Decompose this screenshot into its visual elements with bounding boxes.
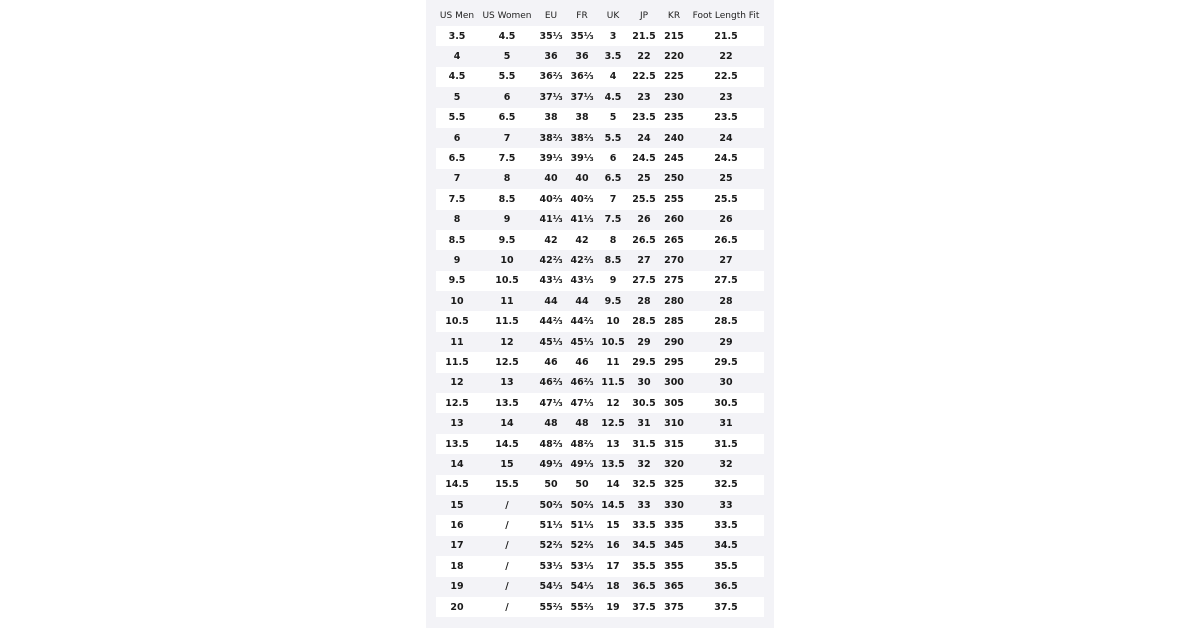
header-fr: FR	[576, 11, 588, 21]
us-men-cell: 9.5	[436, 271, 478, 291]
fr-cell: 55⅔	[566, 597, 598, 617]
foot-length-cell: 23.5	[688, 108, 764, 128]
us-women-cell: /	[478, 556, 536, 576]
eu-cell: 50⅔	[536, 495, 566, 515]
us-men-cell: 14.5	[436, 475, 478, 495]
us-women-cell: 12.5	[478, 352, 536, 372]
us-men-cell: 7	[436, 169, 478, 189]
uk-cell: 17	[598, 556, 628, 576]
size-chart-panel	[426, 0, 774, 628]
us-women-cell: 13	[478, 373, 536, 393]
us-women-cell: 13.5	[478, 393, 536, 413]
us-women-cell: 7.5	[478, 148, 536, 168]
us-men-cell: 8.5	[436, 230, 478, 250]
table-row	[436, 87, 764, 107]
uk-cell: 3.5	[598, 46, 628, 66]
fr-cell: 47⅓	[566, 393, 598, 413]
kr-cell: 365	[660, 577, 688, 597]
fr-cell: 45⅓	[566, 332, 598, 352]
foot-length-cell: 29	[688, 332, 764, 352]
foot-length-cell: 28.5	[688, 311, 764, 331]
uk-cell: 19	[598, 597, 628, 617]
us-women-cell: /	[478, 515, 536, 535]
fr-cell: 36⅔	[566, 67, 598, 87]
fr-cell: 53⅓	[566, 556, 598, 576]
us-men-cell: 20	[436, 597, 478, 617]
fr-cell: 48	[566, 413, 598, 433]
us-women-cell: /	[478, 495, 536, 515]
jp-cell: 27	[628, 250, 660, 270]
us-women-cell: /	[478, 536, 536, 556]
us-women-cell: 5	[478, 46, 536, 66]
fr-cell: 50	[566, 475, 598, 495]
fr-cell: 40	[566, 169, 598, 189]
eu-cell: 45⅓	[536, 332, 566, 352]
eu-cell: 49⅓	[536, 454, 566, 474]
kr-cell: 220	[660, 46, 688, 66]
us-women-cell: 10.5	[478, 271, 536, 291]
jp-cell: 25	[628, 169, 660, 189]
jp-cell: 34.5	[628, 536, 660, 556]
foot-length-cell: 28	[688, 291, 764, 311]
eu-cell: 52⅔	[536, 536, 566, 556]
foot-length-cell: 26	[688, 210, 764, 230]
foot-length-cell: 34.5	[688, 536, 764, 556]
foot-length-cell: 26.5	[688, 230, 764, 250]
eu-cell: 38⅔	[536, 128, 566, 148]
us-women-cell: 9	[478, 210, 536, 230]
kr-cell: 300	[660, 373, 688, 393]
table-row	[436, 230, 764, 250]
jp-cell: 36.5	[628, 577, 660, 597]
fr-cell: 44	[566, 291, 598, 311]
eu-cell: 42	[536, 230, 566, 250]
fr-cell: 43⅓	[566, 271, 598, 291]
kr-cell: 265	[660, 230, 688, 250]
eu-cell: 48	[536, 413, 566, 433]
fr-cell: 38⅔	[566, 128, 598, 148]
us-women-cell: 5.5	[478, 67, 536, 87]
table-row	[436, 495, 764, 515]
eu-cell: 50	[536, 475, 566, 495]
header-us-women: US Women	[482, 11, 532, 21]
jp-cell: 30	[628, 373, 660, 393]
us-men-cell: 19	[436, 577, 478, 597]
kr-cell: 325	[660, 475, 688, 495]
us-men-cell: 16	[436, 515, 478, 535]
foot-length-cell: 24.5	[688, 148, 764, 168]
eu-cell: 41⅓	[536, 210, 566, 230]
fr-cell: 37⅓	[566, 87, 598, 107]
eu-cell: 40⅔	[536, 189, 566, 209]
kr-cell: 280	[660, 291, 688, 311]
foot-length-cell: 27.5	[688, 271, 764, 291]
jp-cell: 24.5	[628, 148, 660, 168]
jp-cell: 23.5	[628, 108, 660, 128]
kr-cell: 330	[660, 495, 688, 515]
kr-cell: 270	[660, 250, 688, 270]
eu-cell: 40	[536, 169, 566, 189]
fr-cell: 38	[566, 108, 598, 128]
eu-cell: 35⅓	[536, 26, 566, 46]
fr-cell: 40⅔	[566, 189, 598, 209]
us-men-cell: 18	[436, 556, 478, 576]
table-row	[436, 108, 764, 128]
eu-cell: 44	[536, 291, 566, 311]
kr-cell: 225	[660, 67, 688, 87]
us-women-cell: 12	[478, 332, 536, 352]
table-row	[436, 413, 764, 433]
eu-cell: 38	[536, 108, 566, 128]
fr-cell: 46⅔	[566, 373, 598, 393]
table-row	[436, 291, 764, 311]
table-row	[436, 434, 764, 454]
header-kr: KR	[667, 11, 681, 21]
foot-length-cell: 35.5	[688, 556, 764, 576]
us-women-cell: 14	[478, 413, 536, 433]
uk-cell: 15	[598, 515, 628, 535]
kr-cell: 310	[660, 413, 688, 433]
us-men-cell: 15	[436, 495, 478, 515]
uk-cell: 7.5	[598, 210, 628, 230]
fr-cell: 50⅔	[566, 495, 598, 515]
us-women-cell: 6.5	[478, 108, 536, 128]
foot-length-cell: 30	[688, 373, 764, 393]
us-women-cell: 4.5	[478, 26, 536, 46]
eu-cell: 51⅓	[536, 515, 566, 535]
eu-cell: 44⅔	[536, 311, 566, 331]
foot-length-cell: 33.5	[688, 515, 764, 535]
jp-cell: 26	[628, 210, 660, 230]
us-women-cell: 14.5	[478, 434, 536, 454]
foot-length-cell: 33	[688, 495, 764, 515]
kr-cell: 290	[660, 332, 688, 352]
us-men-cell: 10.5	[436, 311, 478, 331]
kr-cell: 245	[660, 148, 688, 168]
eu-cell: 46	[536, 352, 566, 372]
jp-cell: 32	[628, 454, 660, 474]
kr-cell: 235	[660, 108, 688, 128]
uk-cell: 16	[598, 536, 628, 556]
table-row	[436, 311, 764, 331]
kr-cell: 355	[660, 556, 688, 576]
uk-cell: 7	[598, 189, 628, 209]
us-men-cell: 13.5	[436, 434, 478, 454]
table-row	[436, 271, 764, 291]
uk-cell: 14.5	[598, 495, 628, 515]
foot-length-cell: 25.5	[688, 189, 764, 209]
foot-length-cell: 32.5	[688, 475, 764, 495]
us-men-cell: 6	[436, 128, 478, 148]
fr-cell: 49⅓	[566, 454, 598, 474]
eu-cell: 55⅔	[536, 597, 566, 617]
jp-cell: 25.5	[628, 189, 660, 209]
foot-length-cell: 31	[688, 413, 764, 433]
kr-cell: 345	[660, 536, 688, 556]
table-row	[436, 169, 764, 189]
table-row	[436, 373, 764, 393]
uk-cell: 10	[598, 311, 628, 331]
us-women-cell: 8	[478, 169, 536, 189]
jp-cell: 27.5	[628, 271, 660, 291]
us-men-cell: 3.5	[436, 26, 478, 46]
jp-cell: 31.5	[628, 434, 660, 454]
uk-cell: 13.5	[598, 454, 628, 474]
table-row	[436, 46, 764, 66]
table-row	[436, 250, 764, 270]
table-row	[436, 556, 764, 576]
us-women-cell: /	[478, 597, 536, 617]
us-men-cell: 17	[436, 536, 478, 556]
us-men-cell: 6.5	[436, 148, 478, 168]
table-row	[436, 515, 764, 535]
kr-cell: 305	[660, 393, 688, 413]
jp-cell: 37.5	[628, 597, 660, 617]
us-men-cell: 9	[436, 250, 478, 270]
foot-length-cell: 27	[688, 250, 764, 270]
us-women-cell: 9.5	[478, 230, 536, 250]
us-men-cell: 5	[436, 87, 478, 107]
fr-cell: 44⅔	[566, 311, 598, 331]
jp-cell: 33.5	[628, 515, 660, 535]
us-women-cell: 7	[478, 128, 536, 148]
eu-cell: 39⅓	[536, 148, 566, 168]
table-row	[436, 475, 764, 495]
eu-cell: 43⅓	[536, 271, 566, 291]
us-men-cell: 4.5	[436, 67, 478, 87]
fr-cell: 48⅔	[566, 434, 598, 454]
jp-cell: 35.5	[628, 556, 660, 576]
jp-cell: 22.5	[628, 67, 660, 87]
us-women-cell: 15	[478, 454, 536, 474]
header-foot-length-fit: Foot Length Fit	[692, 11, 760, 21]
fr-cell: 35⅓	[566, 26, 598, 46]
jp-cell: 28.5	[628, 311, 660, 331]
us-men-cell: 12.5	[436, 393, 478, 413]
kr-cell: 260	[660, 210, 688, 230]
table-row	[436, 332, 764, 352]
jp-cell: 33	[628, 495, 660, 515]
jp-cell: 23	[628, 87, 660, 107]
us-men-cell: 5.5	[436, 108, 478, 128]
eu-cell: 53⅓	[536, 556, 566, 576]
foot-length-cell: 29.5	[688, 352, 764, 372]
jp-cell: 32.5	[628, 475, 660, 495]
jp-cell: 30.5	[628, 393, 660, 413]
foot-length-cell: 22	[688, 46, 764, 66]
uk-cell: 4	[598, 67, 628, 87]
foot-length-cell: 30.5	[688, 393, 764, 413]
kr-cell: 230	[660, 87, 688, 107]
uk-cell: 6	[598, 148, 628, 168]
fr-cell: 41⅓	[566, 210, 598, 230]
kr-cell: 240	[660, 128, 688, 148]
kr-cell: 295	[660, 352, 688, 372]
us-men-cell: 14	[436, 454, 478, 474]
table-row	[436, 454, 764, 474]
uk-cell: 11.5	[598, 373, 628, 393]
kr-cell: 215	[660, 26, 688, 46]
kr-cell: 250	[660, 169, 688, 189]
kr-cell: 255	[660, 189, 688, 209]
uk-cell: 13	[598, 434, 628, 454]
foot-length-cell: 37.5	[688, 597, 764, 617]
fr-cell: 36	[566, 46, 598, 66]
eu-cell: 42⅔	[536, 250, 566, 270]
header-jp: JP	[639, 11, 649, 21]
uk-cell: 11	[598, 352, 628, 372]
us-men-cell: 4	[436, 46, 478, 66]
table-row	[436, 536, 764, 556]
table-header-row	[436, 6, 764, 26]
uk-cell: 12	[598, 393, 628, 413]
jp-cell: 21.5	[628, 26, 660, 46]
eu-cell: 37⅓	[536, 87, 566, 107]
foot-length-cell: 24	[688, 128, 764, 148]
eu-cell: 36⅔	[536, 67, 566, 87]
us-women-cell: /	[478, 577, 536, 597]
table-row	[436, 26, 764, 46]
us-women-cell: 10	[478, 250, 536, 270]
us-men-cell: 7.5	[436, 189, 478, 209]
uk-cell: 8.5	[598, 250, 628, 270]
table-row	[436, 67, 764, 87]
us-women-cell: 8.5	[478, 189, 536, 209]
foot-length-cell: 36.5	[688, 577, 764, 597]
fr-cell: 46	[566, 352, 598, 372]
table-row	[436, 393, 764, 413]
jp-cell: 28	[628, 291, 660, 311]
foot-length-cell: 25	[688, 169, 764, 189]
table-row	[436, 128, 764, 148]
fr-cell: 52⅔	[566, 536, 598, 556]
us-men-cell: 10	[436, 291, 478, 311]
uk-cell: 5.5	[598, 128, 628, 148]
uk-cell: 10.5	[598, 332, 628, 352]
us-women-cell: 15.5	[478, 475, 536, 495]
foot-length-cell: 23	[688, 87, 764, 107]
header-us-men: US Men	[439, 11, 475, 21]
eu-cell: 48⅔	[536, 434, 566, 454]
foot-length-cell: 21.5	[688, 26, 764, 46]
header-eu: EU	[544, 11, 558, 21]
us-women-cell: 6	[478, 87, 536, 107]
table-row	[436, 577, 764, 597]
table-row	[436, 352, 764, 372]
uk-cell: 12.5	[598, 413, 628, 433]
jp-cell: 31	[628, 413, 660, 433]
fr-cell: 51⅓	[566, 515, 598, 535]
kr-cell: 275	[660, 271, 688, 291]
jp-cell: 29.5	[628, 352, 660, 372]
us-men-cell: 12	[436, 373, 478, 393]
jp-cell: 22	[628, 46, 660, 66]
uk-cell: 4.5	[598, 87, 628, 107]
table-body	[436, 26, 764, 617]
kr-cell: 320	[660, 454, 688, 474]
foot-length-cell: 32	[688, 454, 764, 474]
fr-cell: 42⅔	[566, 250, 598, 270]
uk-cell: 9.5	[598, 291, 628, 311]
size-chart-table	[436, 6, 764, 617]
table-row	[436, 189, 764, 209]
us-men-cell: 8	[436, 210, 478, 230]
foot-length-cell: 31.5	[688, 434, 764, 454]
us-women-cell: 11	[478, 291, 536, 311]
jp-cell: 24	[628, 128, 660, 148]
uk-cell: 8	[598, 230, 628, 250]
table-row	[436, 148, 764, 168]
jp-cell: 26.5	[628, 230, 660, 250]
header-uk: UK	[606, 11, 620, 21]
eu-cell: 54⅓	[536, 577, 566, 597]
uk-cell: 14	[598, 475, 628, 495]
table-row	[436, 597, 764, 617]
eu-cell: 36	[536, 46, 566, 66]
kr-cell: 285	[660, 311, 688, 331]
kr-cell: 335	[660, 515, 688, 535]
foot-length-cell: 22.5	[688, 67, 764, 87]
uk-cell: 3	[598, 26, 628, 46]
fr-cell: 39⅓	[566, 148, 598, 168]
eu-cell: 46⅔	[536, 373, 566, 393]
fr-cell: 54⅓	[566, 577, 598, 597]
us-men-cell: 11	[436, 332, 478, 352]
kr-cell: 315	[660, 434, 688, 454]
uk-cell: 9	[598, 271, 628, 291]
fr-cell: 42	[566, 230, 598, 250]
us-women-cell: 11.5	[478, 311, 536, 331]
kr-cell: 375	[660, 597, 688, 617]
table-row	[436, 210, 764, 230]
eu-cell: 47⅓	[536, 393, 566, 413]
jp-cell: 29	[628, 332, 660, 352]
us-men-cell: 11.5	[436, 352, 478, 372]
uk-cell: 5	[598, 108, 628, 128]
uk-cell: 18	[598, 577, 628, 597]
uk-cell: 6.5	[598, 169, 628, 189]
us-men-cell: 13	[436, 413, 478, 433]
